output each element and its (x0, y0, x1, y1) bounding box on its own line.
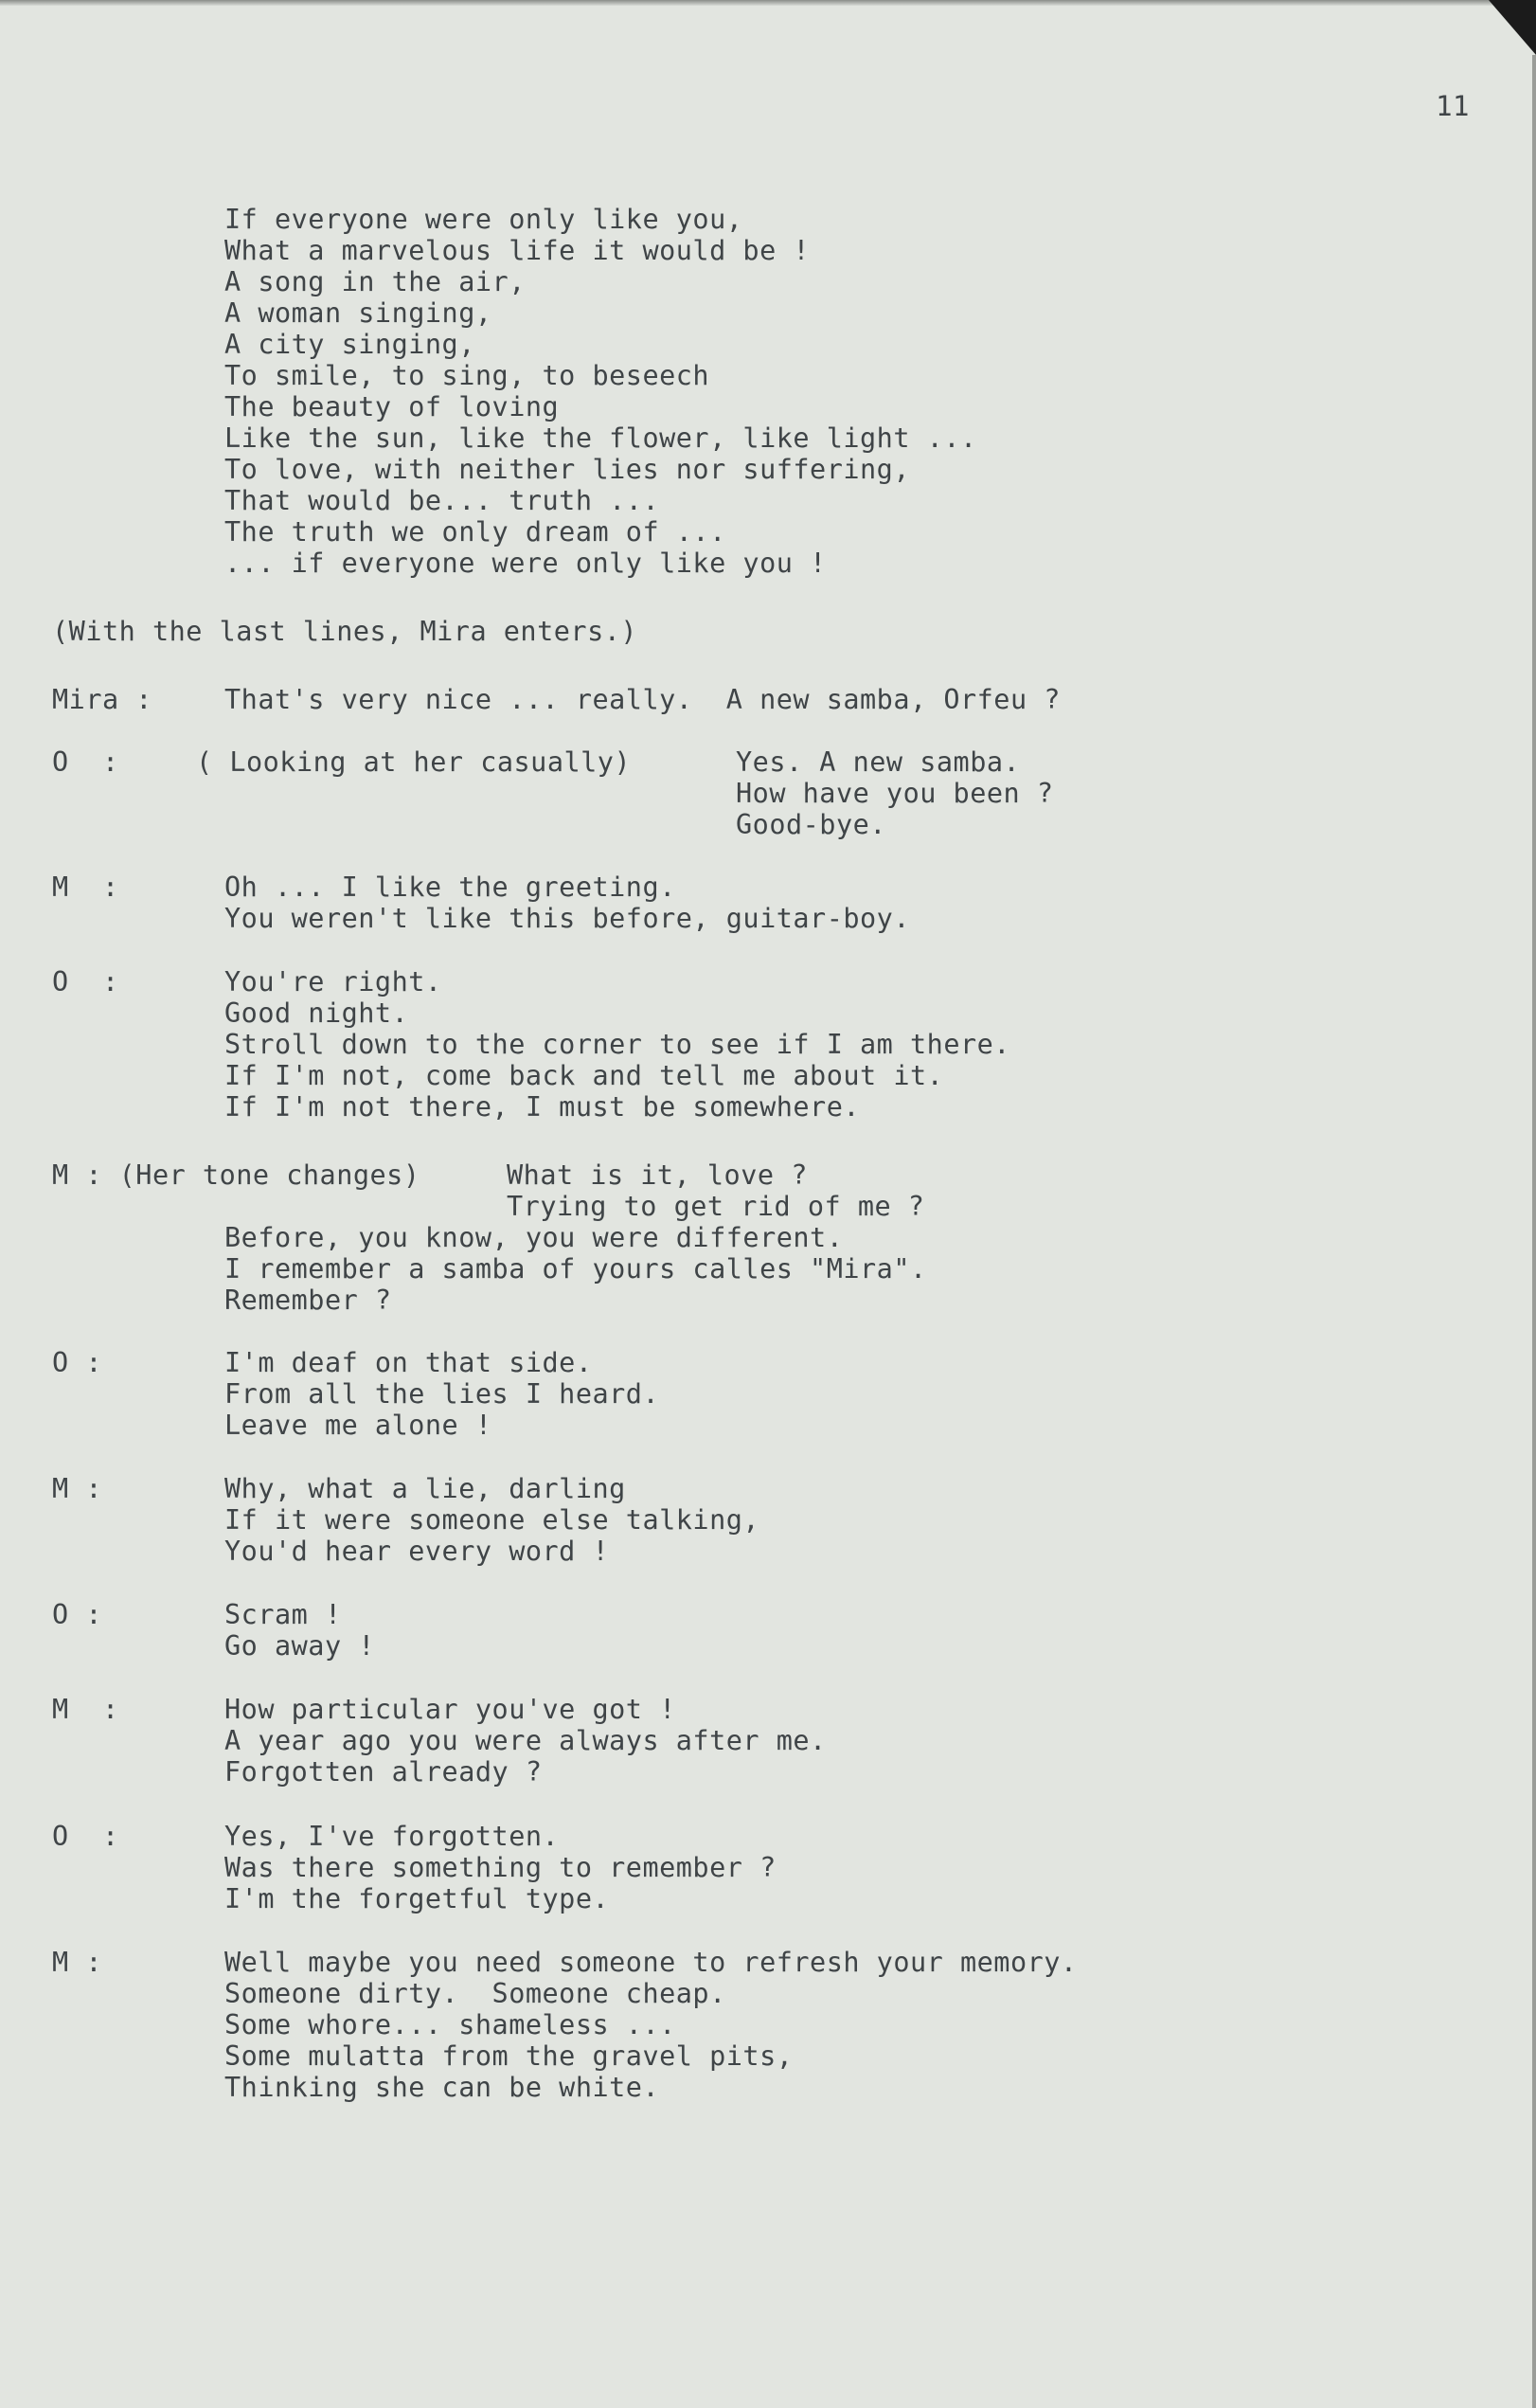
speaker-label: O : (52, 1347, 102, 1378)
dialogue-line: How particular you've got ! (224, 1694, 676, 1725)
dialogue-line: Some mulatta from the gravel pits, (224, 2040, 794, 2072)
dialogue-line: I remember a samba of yours calles "Mira". (224, 1253, 927, 1285)
song-line: A song in the air, (224, 266, 526, 297)
speaker-label: Mira : (52, 684, 152, 715)
speaker-label: M : (52, 1694, 119, 1725)
speaker-label: O : (52, 966, 119, 997)
song-line: That would be... truth ... (224, 485, 660, 516)
page-right-edge (1532, 55, 1536, 2408)
song-line: The truth we only dream of ... (224, 516, 726, 548)
speaker-label: M : (52, 1473, 102, 1504)
dialogue-line: Some whore... shameless ... (224, 2009, 676, 2040)
song-line: ... if everyone were only like you ! (224, 548, 827, 579)
stage-direction: (With the last lines, Mira enters.) (52, 616, 638, 647)
dialogue-line: Stroll down to the corner to see if I am there. (224, 1029, 1010, 1060)
dialogue-line: Was there something to remember ? (224, 1852, 777, 1883)
dialogue-line: Leave me alone ! (224, 1410, 492, 1441)
page-number: 11 (1436, 90, 1470, 122)
song-line: Like the sun, like the flower, like light ... (224, 422, 977, 454)
dialogue-line: Yes. A new samba. (736, 746, 1021, 778)
dialogue-line: That's very nice ... really. A new samba, Orfeu ? (224, 684, 1061, 715)
song-line: To smile, to sing, to beseech (224, 360, 710, 391)
dialogue-line: Oh ... I like the greeting. (224, 872, 676, 903)
song-line: To love, with neither lies nor suffering, (224, 454, 910, 485)
dialogue-line: Trying to get rid of me ? (507, 1191, 925, 1222)
song-line: The beauty of loving (224, 391, 560, 422)
song-line: If everyone were only like you, (224, 204, 743, 235)
dialogue-line: If I'm not there, I must be somewhere. (224, 1091, 861, 1123)
dialogue-line: You'd hear every word ! (224, 1536, 610, 1567)
dialogue-line: Scram ! (224, 1599, 342, 1630)
song-line: A city singing, (224, 329, 475, 360)
page-top-edge (0, 0, 1496, 6)
folded-corner (1489, 0, 1536, 55)
dialogue-line: You're right. (224, 966, 442, 997)
dialogue-line: What is it, love ? (507, 1159, 808, 1191)
dialogue-line: Good night. (224, 997, 409, 1029)
dialogue-line: Thinking she can be white. (224, 2072, 660, 2103)
speaker-label: O : (52, 1599, 102, 1630)
dialogue-line: Yes, I've forgotten. (224, 1821, 560, 1852)
dialogue-line: I'm deaf on that side. (224, 1347, 593, 1378)
dialogue-line: Remember ? (224, 1285, 392, 1316)
song-line: What a marvelous life it would be ! (224, 235, 811, 266)
dialogue-line: If it were someone else talking, (224, 1504, 760, 1536)
speaker-label: M : (52, 1947, 102, 1978)
dialogue-line: Someone dirty. Someone cheap. (224, 1978, 726, 2009)
dialogue-line: From all the lies I heard. (224, 1378, 660, 1410)
speaker-label: M : (52, 872, 119, 903)
dialogue-line: Good-bye. (736, 809, 886, 840)
song-line: A woman singing, (224, 297, 492, 329)
speaker-label: M : (Her tone changes) (52, 1159, 420, 1191)
dialogue-line: If I'm not, come back and tell me about it. (224, 1060, 944, 1091)
dialogue-line: I'm the forgetful type. (224, 1883, 610, 1914)
dialogue-line: Go away ! (224, 1630, 375, 1662)
dialogue-line: Before, you know, you were different. (224, 1222, 844, 1253)
dialogue-line: A year ago you were always after me. (224, 1725, 827, 1756)
speaker-label: O : (52, 746, 119, 778)
dialogue-line: Forgotten already ? (224, 1756, 543, 1788)
dialogue-line: How have you been ? (736, 778, 1054, 809)
speaker-label: O : (52, 1821, 119, 1852)
stage-direction-inline: ( Looking at her casually) (196, 746, 632, 778)
dialogue-line: Why, what a lie, darling (224, 1473, 626, 1504)
dialogue-line: You weren't like this before, guitar-boy. (224, 903, 910, 934)
dialogue-line: Well maybe you need someone to refresh your memory. (224, 1947, 1078, 1978)
